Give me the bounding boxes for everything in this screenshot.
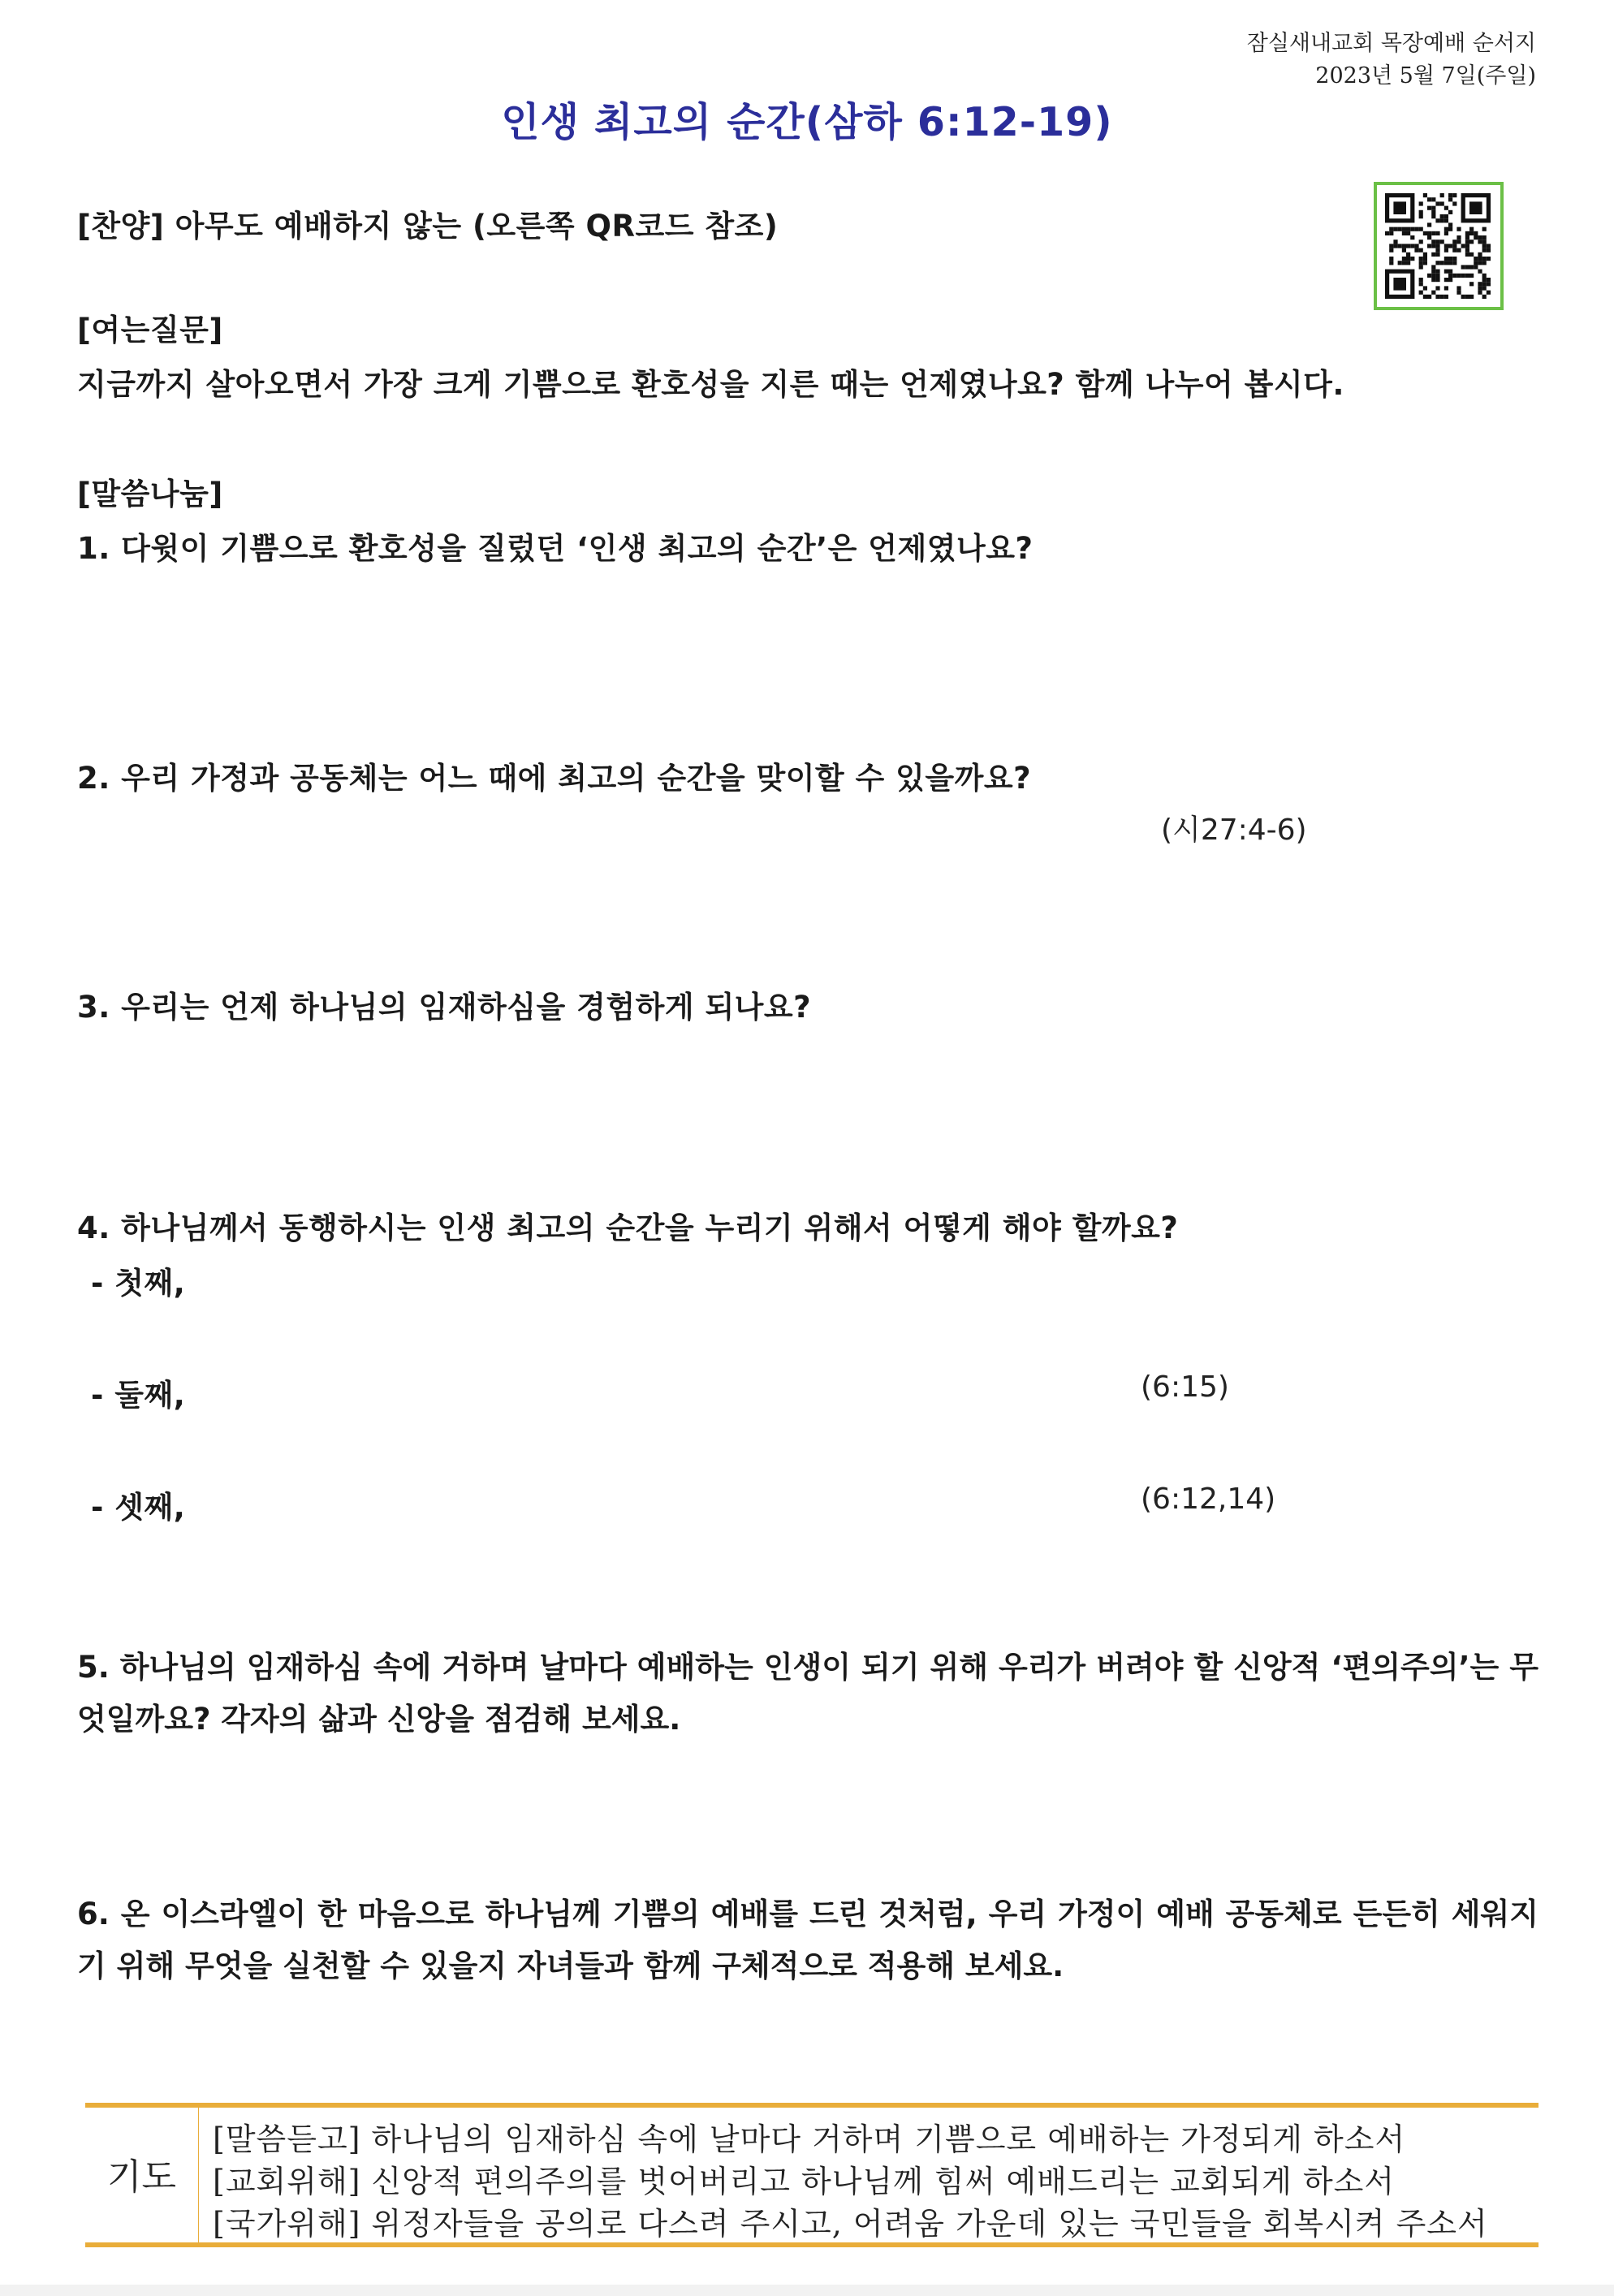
- prayer-label: 기도: [85, 2104, 199, 2242]
- prayer-line-1: [말씀듣고] 하나님의 임재하심 속에 날마다 거하며 기쁨으로 예배하는 가정되게 하소서: [213, 2121, 1406, 2157]
- opening-heading: [여는질문]: [77, 313, 223, 347]
- church-name: 잠실새내교회 목장예배 순서지: [1246, 31, 1536, 56]
- question-2: 2. 우리 가정과 공동체는 어느 때에 최고의 순간을 맞이할 수 있을까요?: [77, 761, 1032, 796]
- question-5: 5. 하나님의 임재하심 속에 거하며 날마다 예배하는 인생이 되기 위해 우리가 버려야 할 신앙적 ‘편의주의’는 무엇일까요? 각자의 삶과 신앙을 점검해 보세요.: [77, 1650, 1538, 1737]
- qr-code-graphic: [1377, 185, 1500, 307]
- question-2-reference: (시27:4-6): [1161, 814, 1307, 847]
- prayer-line-3: [국가위해] 위정자들을 공의로 다스려 주시고, 어려움 가운데 있는 국민들을 회복시켜 주소서: [213, 2206, 1488, 2242]
- question-4-first: - 첫째,: [91, 1266, 186, 1301]
- service-date: 2023년 5월 7일(주일): [1315, 63, 1536, 88]
- sharing-heading: [말씀나눔]: [77, 477, 223, 511]
- question-4-second: - 둘째,: [91, 1378, 186, 1413]
- question-1: 1. 다윗이 기쁨으로 환호성을 질렀던 ‘인생 최고의 순간’은 언제였나요?: [77, 531, 1034, 566]
- question-4-third: - 셋째,: [91, 1490, 186, 1525]
- question-6: 6. 온 이스라엘이 한 마음으로 하나님께 기쁨의 예배를 드린 것처럼, 우리 가정이 예배 공동체로 든든히 세워지기 위해 무엇을 실천할 수 있을지 자녀들과 함께 구체적으로 적용해 보세요.: [77, 1897, 1538, 1983]
- opening-question: 지금까지 살아오면서 가장 크게 기쁨으로 환호성을 지른 때는 언제였나요? 함께 나누어 봅시다.: [77, 367, 1344, 402]
- question-3: 3. 우리는 언제 하나님의 임재하심을 경험하게 되나요?: [77, 990, 812, 1025]
- question-4-second-reference: (6:15): [1141, 1370, 1229, 1404]
- hymn-line: [찬양] 아무도 예배하지 않는 (오른쪽 QR코드 참조): [77, 209, 779, 244]
- page-bottom-strip: [0, 2285, 1614, 2296]
- qr-code-icon[interactable]: [1374, 182, 1504, 310]
- question-4-third-reference: (6:12,14): [1141, 1482, 1276, 1516]
- question-4: 4. 하나님께서 동행하시는 인생 최고의 순간을 누리기 위해서 어떻게 해야 할까요?: [77, 1211, 1179, 1245]
- header-info: [1247, 28, 1536, 93]
- prayer-line-2: [교회위해] 신앙적 편의주의를 벗어버리고 하나님께 힘써 예배드리는 교회되게 하소서: [213, 2164, 1396, 2199]
- page-title: 인생 최고의 순간(삼하 6:12-19): [501, 99, 1113, 145]
